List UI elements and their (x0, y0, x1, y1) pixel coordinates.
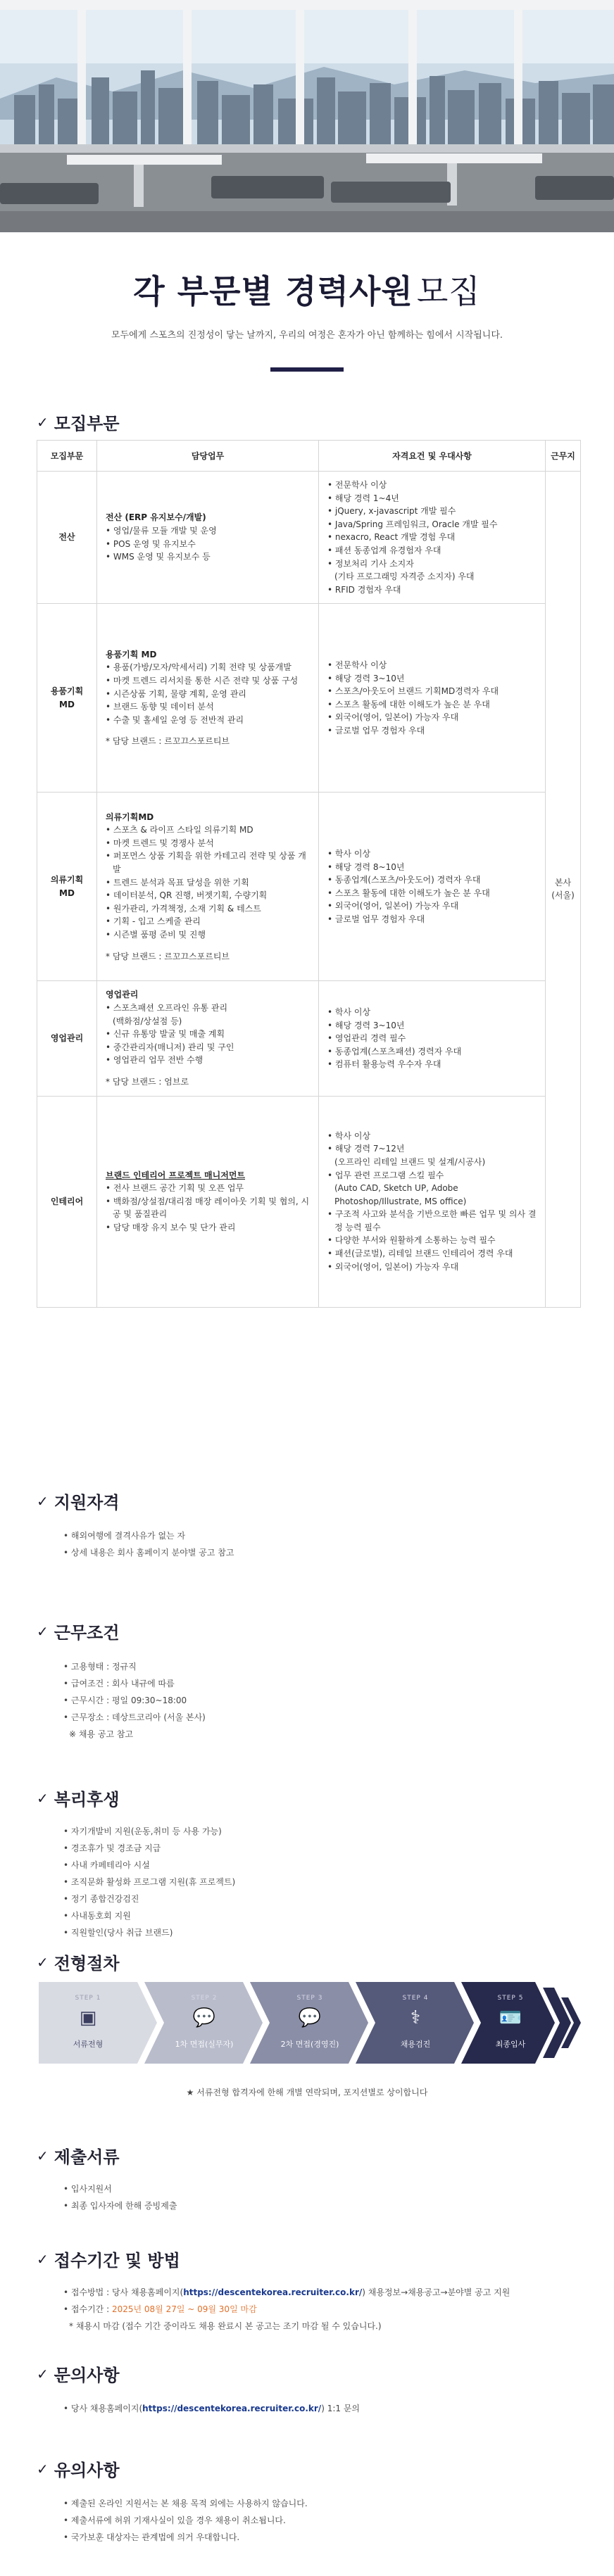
duty-item: • 중간관리자(매니저) 관리 및 구인 (106, 1041, 310, 1054)
duty-item: • WMS 운영 및 유지보수 등 (106, 550, 310, 564)
list-item: • 근무장소 : 데상트코리아 (서울 본사) (63, 1709, 206, 1726)
requirement-item: • 해당 경력 3~10년 (327, 672, 537, 686)
process-step-3: STEP 3 💬 2차 면접(경영진) (268, 1982, 352, 2064)
check-icon: ✓ (37, 1622, 49, 1640)
col-header-location: 근무지 (546, 441, 581, 472)
check-icon: ✓ (37, 1789, 49, 1807)
list-item: • 조직문화 활성화 프로그램 지원(휴 프로젝트) (63, 1874, 235, 1890)
title-light: 모집 (416, 272, 481, 310)
requirement-item: • 외국어(영어, 일본어) 가능자 우대 (327, 899, 537, 913)
check-icon: ✓ (37, 1953, 49, 1971)
contact-list (63, 2400, 360, 2417)
benefits-section-title: ✓ 복리후생 (37, 1789, 120, 1810)
table-row (37, 1096, 581, 1307)
caution-section-title: ✓ 유의사항 (37, 2460, 120, 2480)
document-person-icon: ▣ (79, 2007, 97, 2028)
requirement-item: • 학사 이상 (327, 1006, 537, 1019)
page-title (0, 266, 614, 312)
documents-section-title: ✓ 제출서류 (37, 2147, 120, 2167)
recruit-category: 전산 (37, 472, 97, 604)
requirement-item: • 해당 경력 7~12년 (오프라인 리테일 브랜드 및 설계/시공사) (327, 1142, 537, 1168)
table-row (37, 981, 581, 1096)
recruit-site-link[interactable]: https://descentekorea.recruiter.co.kr/ (183, 2287, 363, 2297)
list-item: • 제출서류에 허위 기재사실이 있을 경우 채용이 취소됩니다. (63, 2512, 308, 2529)
qualification-section-title: ✓ 지원자격 (37, 1492, 120, 1513)
list-item: • 최종 입사자에 한해 증빙제출 (63, 2197, 177, 2214)
duty-item: • 퍼포먼스 상품 기획을 위한 카테고리 전략 및 상품 개발 (106, 850, 310, 876)
requirement-item: • 전문학사 이상 (327, 479, 537, 492)
list-item: • 자기개발비 지원(운동,취미 등 사용 가능) (63, 1823, 235, 1840)
process-note: ★ 서류전형 합격자에 한해 개별 연락되며, 포지션별로 상이합니다 (186, 2088, 428, 2097)
requirement-item: • 스포츠 활동에 대한 이해도가 높은 분 우대 (327, 698, 537, 712)
duty-item: • 영업관리 업무 전반 수행 (106, 1054, 310, 1067)
period-list (63, 2284, 510, 2335)
requirement-item: • 전문학사 이상 (327, 659, 537, 672)
application-period: • 접수기간 : 2025년 08월 27일 ~ 09월 30일 마감 (63, 2301, 510, 2318)
duty-list (106, 1182, 310, 1234)
duty-list (106, 661, 310, 726)
requirement-item: • 글로벌 업무 경험자 우대 (327, 724, 537, 738)
brand-note: * 담당 브랜드 : 르꼬끄스포르티브 (106, 736, 230, 747)
contact-item: • 당사 채용홈페이지(https://descentekorea.recruiter.co.kr/) 1:1 문의 (63, 2400, 360, 2417)
recruit-requirements (319, 1096, 546, 1307)
duty-item: • 브랜드 동향 및 데이터 분석 (106, 700, 310, 714)
requirement-item: • 영업관리 경력 필수 (327, 1032, 537, 1045)
duty-item: • 전사 브랜드 공간 기획 및 오픈 업무 (106, 1182, 310, 1195)
contact-site-link[interactable]: https://descentekorea.recruiter.co.kr/ (142, 2404, 322, 2413)
duty-item: • 신규 유통망 발굴 및 매출 계획 (106, 1028, 310, 1041)
recruit-requirements (319, 604, 546, 793)
requirement-item: • 다양한 부서와 원활하게 소통하는 능력 필수 (327, 1234, 537, 1247)
check-icon: ✓ (37, 1492, 49, 1510)
table-header-row (37, 441, 581, 472)
recruit-duty (97, 604, 319, 793)
recruit-table-body (37, 472, 581, 1308)
requirement-item: • 학사 이상 (327, 1130, 537, 1143)
requirement-item: • 업무 관련 프로그램 스킬 필수 (Auto CAD, Sketch UP, Adobe Photoshop/Illustrate, MS office) (327, 1169, 537, 1208)
col-header-duty: 담당업무 (97, 441, 319, 472)
requirement-item: • 컴퓨터 활용능력 우수자 우대 (327, 1058, 537, 1071)
requirement-item: • 해당 경력 3~10년 (327, 1019, 537, 1033)
requirement-item: • nexacro, React 개발 경험 우대 (327, 531, 537, 544)
requirement-item: • 정보처리 기사 소지자 (기타 프로그래밍 자격증 소지자) 우대 (327, 557, 537, 583)
requirement-item: • 해당 경력 8~10년 (327, 861, 537, 874)
duty-item: • 스포츠 & 라이프 스타일 의류기획 MD (106, 823, 310, 837)
application-method: • 접수방법 : 당사 채용홈페이지(https://descentekorea.recruiter.co.kr/) 채용정보→채용공고→분야별 공고 지원 (63, 2284, 510, 2301)
col-header-category: 모집부문 (37, 441, 97, 472)
duty-item: • 영업/물류 모듈 개발 및 운영 (106, 524, 310, 538)
duty-item: • 스포츠패션 오프라인 유통 관리 (백화점/상설점 등) (106, 1002, 310, 1028)
requirement-item: • 외국어(영어, 일본어) 가능자 우대 (327, 1261, 537, 1274)
requirement-item: • 학사 이상 (327, 847, 537, 861)
check-icon: ✓ (37, 2147, 49, 2164)
requirement-item: • 동종업계(스포츠/아웃도어) 경력자 우대 (327, 873, 537, 887)
requirement-item: • 구조적 사고와 분석을 기반으로한 빠른 업무 및 의사 결정 능력 필수 (327, 1208, 537, 1234)
recruit-duty (97, 472, 319, 604)
table-row (37, 604, 581, 793)
list-item: • 상세 내용은 회사 홈페이지 분야별 공고 참고 (63, 1544, 234, 1561)
requirement-item: • 해당 경력 1~4년 (327, 492, 537, 505)
list-item: • 경조휴가 및 경조금 지급 (63, 1840, 235, 1857)
process-step-2: STEP 2 💬 1차 면접(실무자) (162, 1982, 246, 2064)
duty-heading: 영업관리 (106, 990, 139, 1000)
recruit-duty (97, 1096, 319, 1307)
requirement-item: • 패션(글로벌), 리테일 브랜드 인테리어 경력 우대 (327, 1247, 537, 1261)
process-section-title: ✓ 전형절차 (37, 1953, 120, 1974)
duty-item: • 마켓 트렌드 및 경쟁사 분석 (106, 837, 310, 850)
recruit-table (37, 440, 581, 1308)
conditions-list (63, 1658, 206, 1743)
requirement-item: • RFID 경험자 우대 (327, 583, 537, 597)
requirement-list (327, 1130, 537, 1274)
stethoscope-icon: ⚕ (410, 2007, 421, 2028)
conditions-section-title: ✓ 근무조건 (37, 1622, 120, 1643)
process-step-4: STEP 4 ⚕ 채용검진 (373, 1982, 458, 2064)
duty-list (106, 1002, 310, 1067)
requirement-item: • 패션 동종업계 유경험자 우대 (327, 544, 537, 557)
title-bold: 각 부문별 경력사원 (133, 272, 413, 310)
duty-item: • 데이터분석, QR 진행, 버젯기획, 수량기획 (106, 889, 310, 902)
recruit-category: 의류기획 MD (37, 793, 97, 981)
requirement-list (327, 1006, 537, 1071)
duty-item: • 트렌드 분석과 목표 달성을 위한 기획 (106, 876, 310, 890)
process-step-5: STEP 5 🪪 최종입사 (468, 1982, 553, 2064)
requirement-item: • Java/Spring 프레임워크, Oracle 개발 필수 (327, 518, 537, 531)
list-item: • 국가보훈 대상자는 관계법에 의거 우대합니다. (63, 2529, 308, 2546)
duty-list (106, 823, 310, 941)
duty-item: • 시즌별 품평 준비 및 진행 (106, 928, 310, 942)
check-icon: ✓ (37, 413, 49, 431)
process-step-1: STEP 1 ▣ 서류전형 (46, 1982, 130, 2064)
duty-item: • 담당 매장 유지 보수 및 단가 관리 (106, 1221, 310, 1235)
recruit-requirements (319, 981, 546, 1096)
conditions-note: ※ 채용 공고 참고 (69, 1729, 134, 1739)
recruit-duty (97, 981, 319, 1096)
hero-office-image (0, 0, 614, 232)
duty-list (106, 524, 310, 564)
list-item: • 제출된 온라인 지원서는 본 채용 목적 외에는 사용하지 않습니다. (63, 2495, 308, 2512)
recruit-category: 용품기획 MD (37, 604, 97, 793)
caution-list (63, 2495, 308, 2546)
requirement-item: • 동종업계(스포츠패션) 경력자 우대 (327, 1045, 537, 1059)
table-row (37, 793, 581, 981)
recruit-section-title: ✓ 모집부문 (37, 413, 120, 434)
application-deadline: 2025년 08월 27일 ~ 09월 30일 마감 (111, 2304, 257, 2314)
benefits-list (63, 1823, 235, 1941)
requirement-list (327, 479, 537, 596)
duty-heading: 전산 (ERP 유지보수/개발) (106, 512, 206, 523)
duty-item: • 백화점/상설점/대리점 매장 레이아웃 기획 및 협의, 시공 및 품질관리 (106, 1195, 310, 1221)
duty-item: • 시즌상품 기획, 물량 계획, 운영 관리 (106, 688, 310, 701)
recruit-duty (97, 793, 319, 981)
check-icon: ✓ (37, 2250, 49, 2268)
id-card-icon: 🪪 (499, 2007, 522, 2028)
recruit-requirements (319, 793, 546, 981)
page-subtitle: 모두에게 스포츠의 진정성이 닿는 날까지, 우리의 여정은 혼자가 아닌 함께하는 힘에서 시작됩니다. (111, 330, 503, 341)
period-note: * 채용시 마감 (접수 기간 중이라도 채용 완료시 본 공고는 조기 마감 될 수 있습니다.) (69, 2321, 382, 2331)
recruit-category: 인테리어 (37, 1096, 97, 1307)
table-row (37, 472, 581, 604)
duty-item: • 수출 및 홀세일 운영 등 전반적 관리 (106, 714, 310, 727)
requirement-item: • 스포츠 활동에 대한 이해도가 높은 분 우대 (327, 887, 537, 900)
work-location: 본사 (서울) (546, 472, 581, 1308)
contact-section-title: ✓ 문의사항 (37, 2365, 120, 2385)
duty-heading: 용품기획 MD (106, 649, 157, 659)
check-icon: ✓ (37, 2365, 49, 2382)
hero-illustration (0, 0, 614, 232)
duty-heading: 의류기획MD (106, 812, 154, 822)
list-item: • 직원할인(당사 취급 브랜드) (63, 1924, 235, 1941)
chat-person-icon: 💬 (298, 2007, 322, 2028)
requirement-item: • 글로벌 업무 경험자 우대 (327, 913, 537, 926)
period-section-title: ✓ 접수기간 및 방법 (37, 2250, 180, 2271)
requirement-item: • 스포츠/아웃도어 브랜드 기획MD경력자 우대 (327, 685, 537, 698)
list-item: • 급여조건 : 회사 내규에 따름 (63, 1675, 206, 1692)
recruit-requirements (319, 472, 546, 604)
col-header-requirements: 자격요건 및 우대사항 (319, 441, 546, 472)
brand-note: * 담당 브랜드 : 엄브로 (106, 1076, 189, 1087)
requirement-item: • jQuery, x-javascript 개발 필수 (327, 505, 537, 518)
recruit-category: 영업관리 (37, 981, 97, 1096)
list-item: • 고용형태 : 정규직 (63, 1658, 206, 1675)
list-item: • 사내 카페테리아 시설 (63, 1857, 235, 1874)
requirement-list (327, 847, 537, 926)
brand-note: * 담당 브랜드 : 르꼬끄스포르티브 (106, 951, 230, 961)
documents-list (63, 2180, 177, 2214)
process-steps (39, 1982, 581, 2064)
qualification-list (63, 1527, 234, 1561)
duty-heading: 브랜드 인테리어 프로젝트 매니저먼트 (106, 1170, 246, 1180)
duty-item: • 마켓 트렌드 리서치를 통한 시즌 전략 및 상품 구성 (106, 674, 310, 688)
list-item: • 해외여행에 결격사유가 없는 자 (63, 1527, 234, 1544)
duty-item: • 원가관리, 가격책정, 소재 기획 & 테스트 (106, 902, 310, 916)
check-icon: ✓ (37, 2460, 49, 2477)
list-item: • 사내동호회 지원 (63, 1907, 235, 1924)
list-item: • 근무시간 : 평일 09:30~18:00 (63, 1692, 206, 1709)
duty-item: • 기획 - 입고 스케줄 관리 (106, 915, 310, 928)
list-item: • 정기 종합건강검진 (63, 1890, 235, 1907)
chat-person-icon: 💬 (192, 2007, 216, 2028)
duty-item: • 용품(가방/모자/악세서리) 기획 전략 및 상품개발 (106, 661, 310, 674)
list-item: • 입사지원서 (63, 2180, 177, 2197)
requirement-list (327, 659, 537, 738)
requirement-item: • 외국어(영어, 일본어) 가능자 우대 (327, 711, 537, 724)
duty-item: • POS 운영 및 유지보수 (106, 538, 310, 551)
title-divider (270, 367, 344, 372)
